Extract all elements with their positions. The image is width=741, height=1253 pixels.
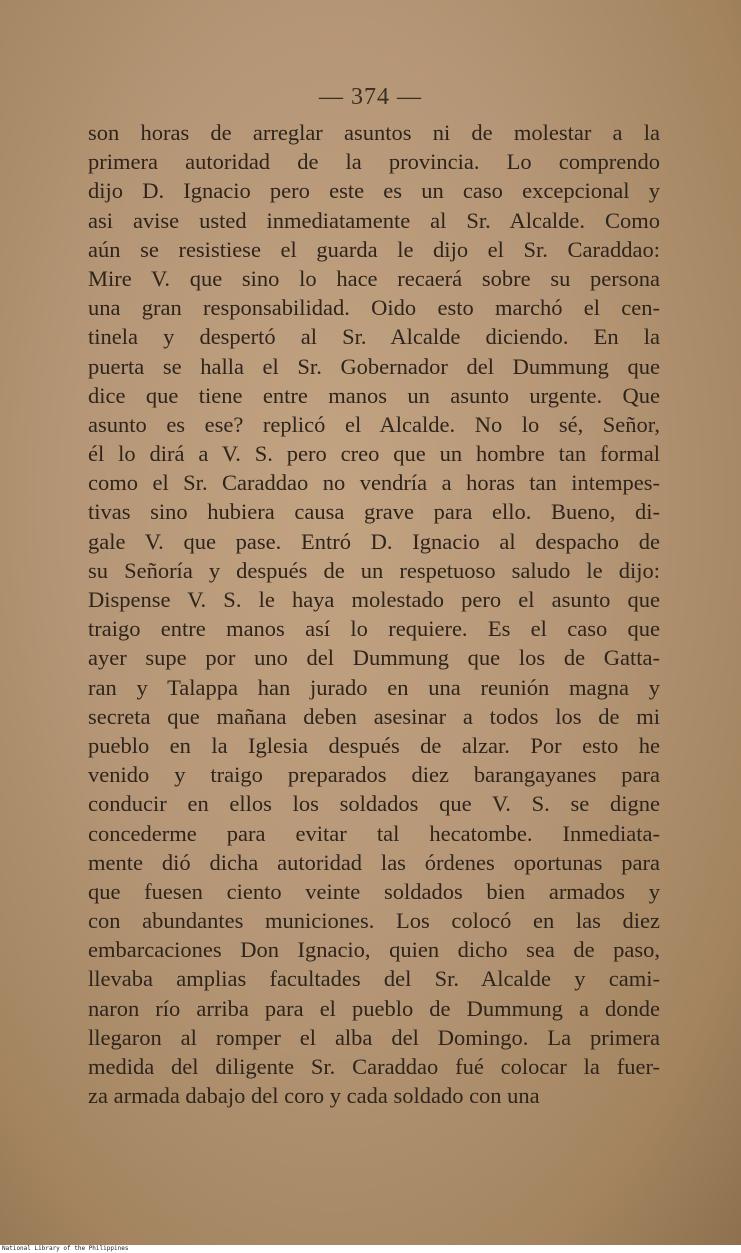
text-line: él lo dirá a V. S. pero creo que un hombre tan formal [88, 441, 660, 467]
page-number: — 374 — [319, 84, 422, 110]
text-line: conducir en ellos los soldados que V. S. se digne [88, 791, 660, 817]
library-watermark: National Library of the Philippines [2, 1245, 132, 1253]
text-line: llevaba amplias facultades del Sr. Alcalde y cami- [88, 966, 660, 992]
text-line: dice que tiene entre manos un asunto urgente. Que [88, 382, 660, 408]
text-line: dijo D. Ignacio pero este es un caso excepcional y [88, 178, 660, 204]
text-line: aún se resistiese el guarda le dijo el Sr. Caraddao: [88, 236, 660, 262]
text-line: pueblo en la Iglesia después de alzar. Por esto he [88, 732, 660, 758]
text-line: asunto es ese? replicó el Alcalde. No lo sé, Señor, [88, 411, 660, 437]
text-line: traigo entre manos así lo requiere. Es el caso que [88, 616, 660, 642]
text-line: que fuesen ciento veinte soldados bien armados y [88, 878, 660, 904]
text-line: medida del diligente Sr. Caraddao fué colocar la fuer- [88, 1054, 660, 1079]
text-line: gale V. que pase. Entró D. Ignacio al despacho de [88, 528, 660, 554]
text-line: mente dió dicha autoridad las órdenes oportunas para [88, 849, 660, 875]
text-line: secreta que mañana deben asesinar a todos los de mi [88, 703, 660, 729]
text-line: Mire V. que sino lo hace recaerá sobre su persona [88, 265, 660, 291]
text-line: primera autoridad de la provincia. Lo comprendo [88, 149, 660, 175]
text-line: za armada dabajo del coro y cada soldado con una [88, 1083, 540, 1109]
text-line: como el Sr. Caraddao no vendría a horas tan intempes- [88, 470, 660, 496]
text-line: Dispense V. S. le haya molestado pero el asunto que [88, 587, 660, 612]
text-line: tinela y despertó al Sr. Alcalde diciendo. En la [88, 324, 660, 350]
text-line: naron río arriba para el pueblo de Dummung a donde [88, 995, 660, 1021]
text-line: puerta se halla el Sr. Gobernador del Dummung que [88, 353, 660, 379]
text-line: con abundantes municiones. Los colocó en las diez [88, 908, 660, 934]
text-line: son horas de arreglar asuntos ni de molestar a la [88, 120, 660, 145]
text-line: tivas sino hubiera causa grave para ello. Bueno, di- [88, 499, 660, 525]
text-line: embarcaciones Don Ignacio, quien dicho sea de paso, [88, 937, 660, 963]
body-text [88, 118, 660, 1110]
text-line: llegaron al romper el alba del Domingo. La primera [88, 1024, 660, 1050]
text-line: ayer supe por uno del Dummung que los de Gatta- [88, 645, 660, 671]
text-line: una gran responsabilidad. Oido esto marchó el cen- [88, 295, 660, 321]
text-line: venido y traigo preparados diez barangayanes para [88, 762, 660, 788]
text-line: asi avise usted inmediatamente al Sr. Alcalde. Como [88, 207, 660, 233]
text-line: ran y Talappa han jurado en una reunión magna y [88, 674, 660, 700]
text-line: concederme para evitar tal hecatombe. Inmediata- [88, 820, 660, 846]
text-line: su Señoría y después de un respetuoso saludo le dijo: [88, 557, 660, 583]
